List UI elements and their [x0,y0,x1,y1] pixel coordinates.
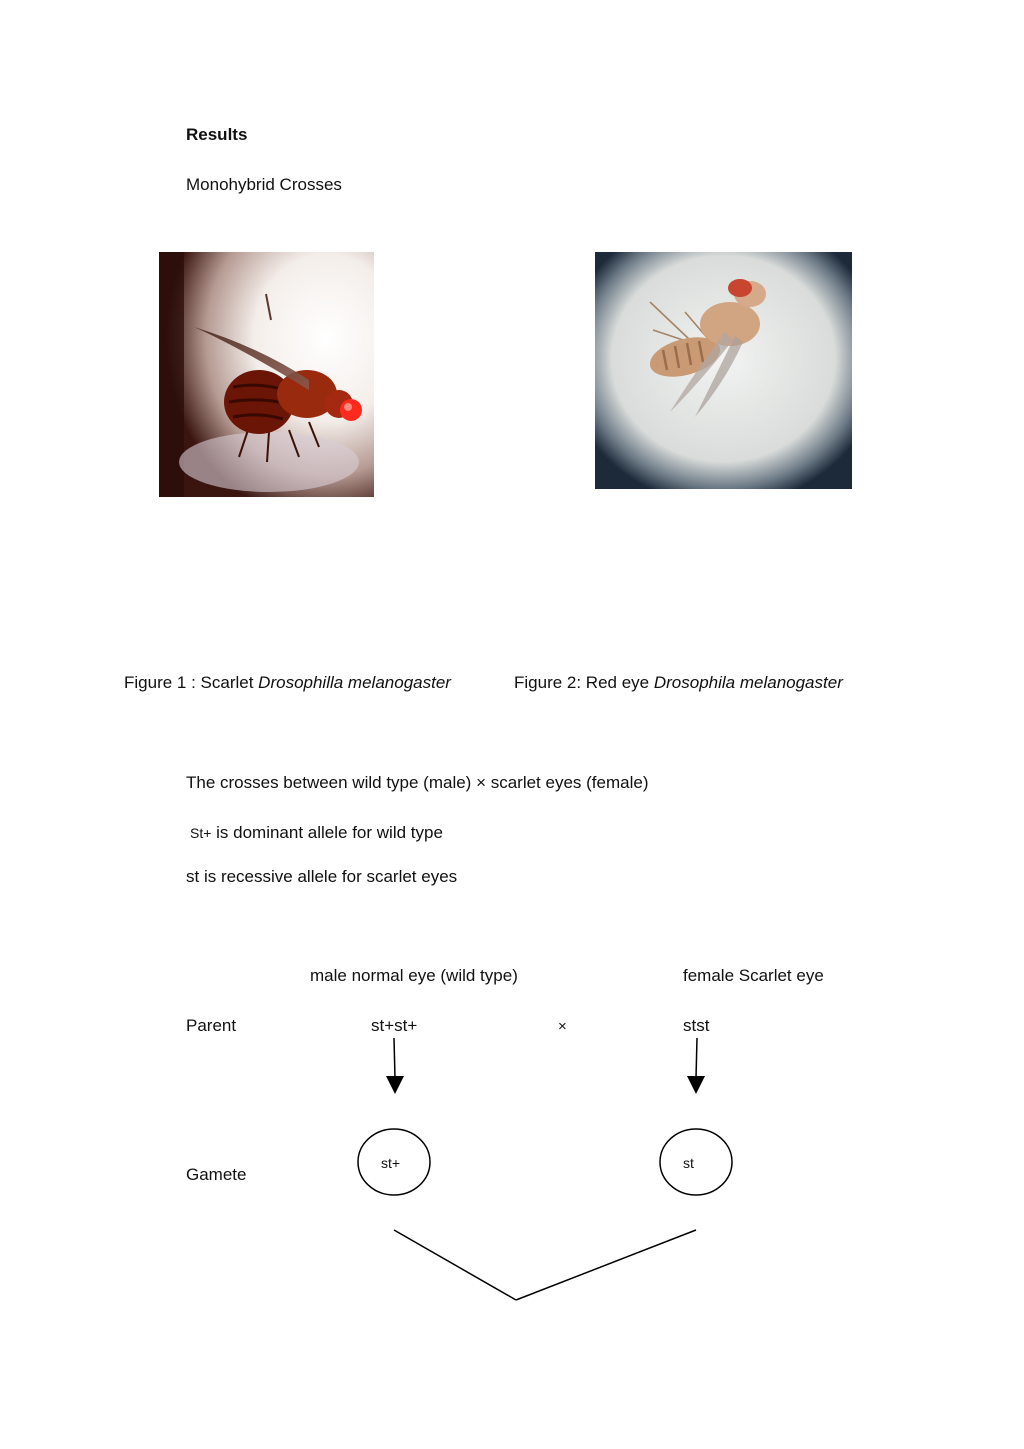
female-parent-label: female Scarlet eye [683,966,824,985]
figure-1-caption-prefix: Figure 1 : Scarlet [124,673,259,692]
recessive-allele-line: st is recessive allele for scarlet eyes [186,867,458,886]
figure-2-caption-species: Drosophila melanogaster [653,673,843,692]
male-fertilization-line [394,1230,516,1300]
heading-results: Results [186,125,248,144]
female-gamete-circle [660,1129,732,1195]
dominant-allele-text: is dominant allele for wild type [211,823,443,842]
figure-2-caption-prefix: Figure 2: Red eye [514,673,654,692]
male-gamete-label: st+ [381,1155,401,1171]
parent-row-label: Parent [186,1016,237,1035]
male-parent-label: male normal eye (wild type) [310,966,518,985]
female-arrow-shaft [696,1038,697,1078]
cross-symbol: × [558,1018,567,1035]
male-arrow-shaft [394,1038,395,1078]
female-gamete-label: st [683,1155,694,1171]
cross-statement: The crosses between wild type (male) × scarlet eyes (female) [186,773,649,792]
dominant-allele-symbol: St+ [190,825,212,841]
male-genotype: st+st+ [371,1016,418,1035]
female-genotype: stst [683,1016,710,1035]
figure-1-caption-species: Drosophilla melanogaster [258,673,451,692]
heading-monohybrid-crosses: Monohybrid Crosses [186,175,342,194]
female-fertilization-line [516,1230,696,1300]
female-arrow-head [687,1076,705,1094]
male-arrow-head [386,1076,404,1094]
gamete-row-label: Gamete [186,1165,247,1184]
